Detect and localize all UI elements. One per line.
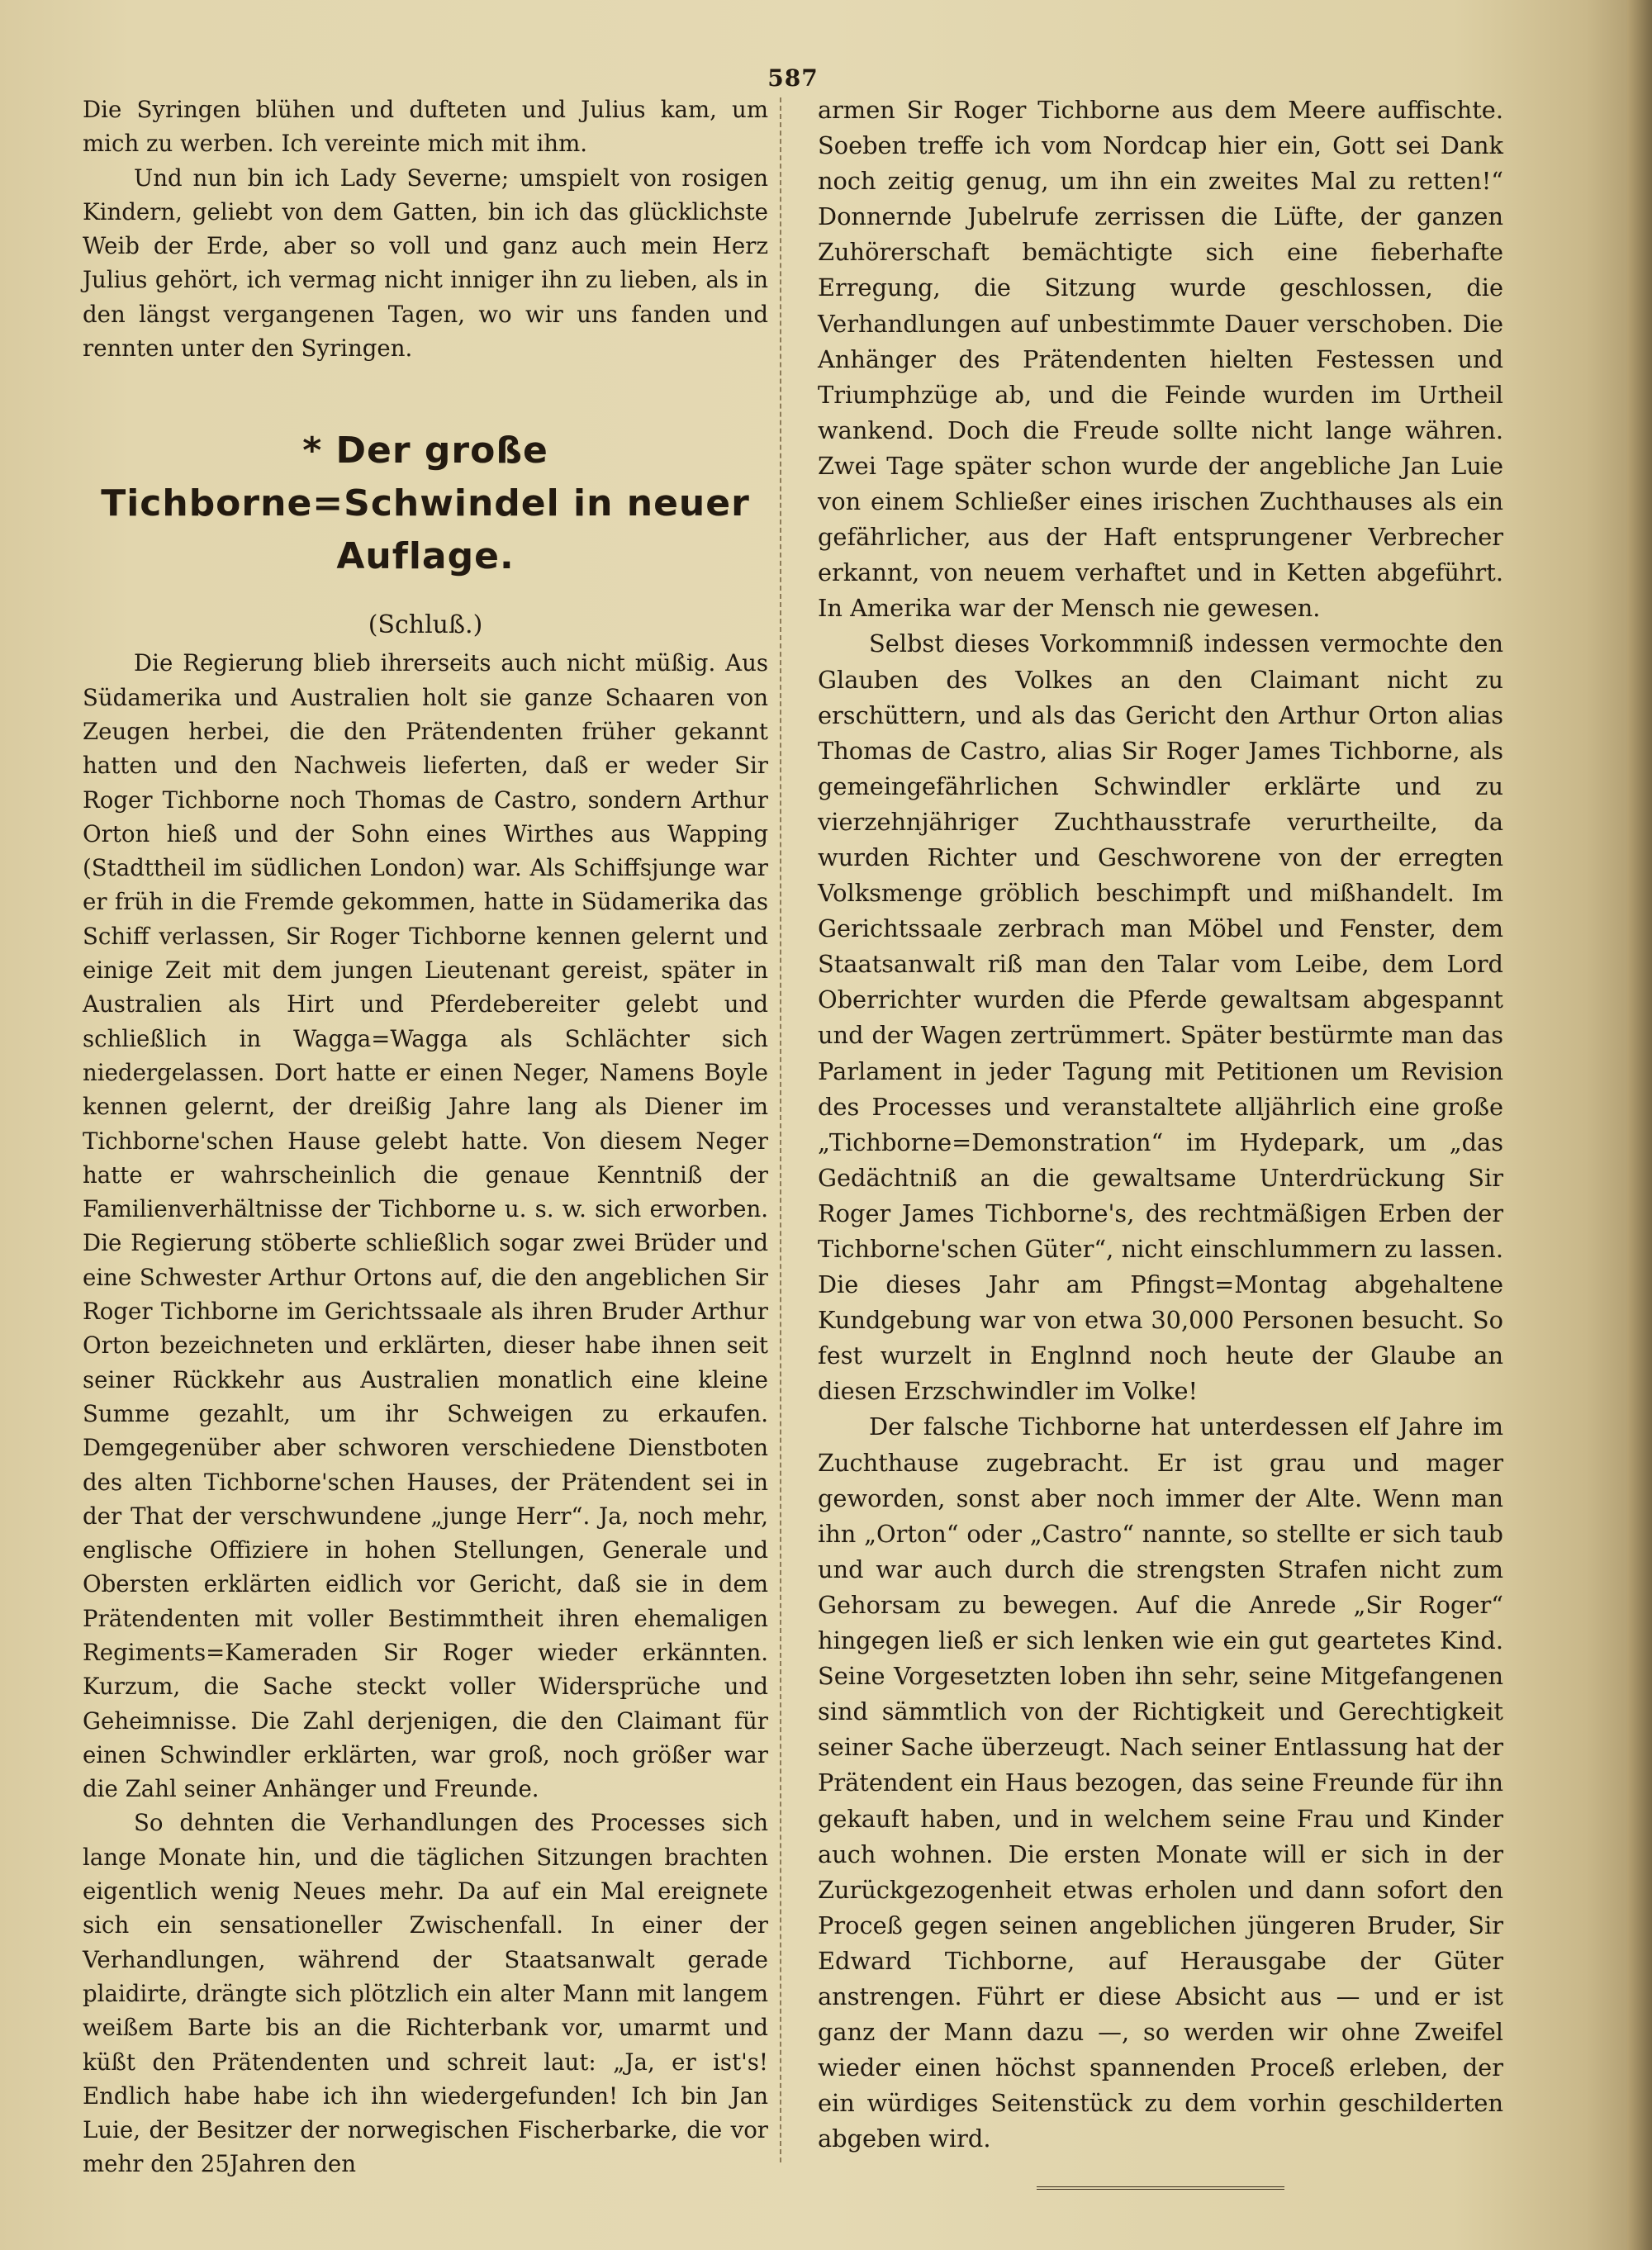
intro-paragraph-2: Und nun bin ich Lady Severne; umspielt von rosigen Kindern, geliebt von dem Gatten, bin ich das glücklichste Weib der Erde, aber so voll und ganz auch mein Herz Julius gehört, ich vermag nicht inniger ihn zu lieben, als in den längst vergangenen Tagen, wo wir uns fanden und rennten unter den Syringen. <box>83 164 768 363</box>
article-heading: * Der große Tichborne=Schwindel in neuer Auflage. <box>101 430 750 578</box>
right-column <box>818 93 1503 2190</box>
column-divider <box>780 97 781 2162</box>
right-paragraph-3: Der falsche Tichborne hat unterdessen elf Jahre im Zuchthause zugebracht. Er ist grau und mager geworden, sonst aber noch immer der Alte. Wenn man ihn „Orton“ oder „Castro“ nannte, so stellte er sich taub und war auch durch die strengsten Strafen nicht zum Gehorsam zu bewegen. Auf die Anrede „Sir Roger“ hingegen ließ er sich lenken wie ein gut geartetes Kind. Seine Vorgesetzten loben ihn sehr, seine Mitgefangenen sind sämmtlich von der Richtigkeit und Gerechtigkeit seiner Sache überzeugt. Nach seiner Entlassung hat der Prätendent ein Haus bezogen, das seine Freunde für ihn gekauft haben, und in welchem seine Frau und Kinder auch wohnen. Die ersten Monate will er sich in der Zurückgezogenheit etwas erholen und dann sofort den Proceß gegen seinen angeblichen jüngeren Bruder, Sir Edward Tichborne, auf Herausgabe der Güter anstrengen. Führt er diese Absicht aus — und er ist ganz der Mann dazu —, so werden wir ohne Zweifel wieder einen höchst spannenden Proceß erleben, der ein würdiges Seitenstück zu dem vorhin geschilderten abgeben wird. <box>818 1412 1503 2153</box>
page-number: 587 <box>767 64 819 92</box>
article-paragraph-1: Die Regierung blieb ihrerseits auch nicht müßig. Aus Südamerika und Australien holt sie ganze Schaaren von Zeugen herbei, die den Prätendenten früher gekannt hatten und den Nachweis lieferten, daß er weder Sir Roger Tichborne noch Thomas de Castro, sondern Arthur Orton hieß und der Sohn eines Wirthes aus Wapping (Stadttheil im südlichen London) war. Als Schiffsjunge war er früh in die Fremde gekommen, hatte in Südamerika das Schiff verlassen, Sir Roger Tichborne kennen gelernt und einige Zeit mit dem jungen Lieutenant gereist, später in Australien als Hirt und Pferdebereiter gelebt und schließlich in Wagga=Wagga als Schlächter sich niedergelassen. Dort hatte er einen Neger, Namens Boyle kennen gelernt, der dreißig Jahre lang als Diener im Tichborne'schen Hause gelebt hatte. Von diesem Neger hatte er wahrscheinlich die genaue Kenntniß der Familienverhältnisse der Tichborne u. s. w. sich erworben. Die Regierung stöberte schließlich sogar zwei Brüder und eine Schwester Arthur Ortons auf, die den angeblichen Sir Roger Tichborne im Gerichtssaale als ihren Bruder Arthur Orton bezeichneten und erklärten, dieser habe ihnen seit seiner Rückkehr aus Australien monatlich eine kleine Summe gezahlt, um ihr Schweigen zu erkaufen. Demgegenüber aber schworen verschiedene Dienstboten des alten Tichborne'schen Hauses, der Prätendent sei in der That der verschwundene „junge Herr“. Ja, noch mehr, englische Offiziere in hohen Stellungen, Generale und Obersten erklärten eidlich vor Gericht, daß sie in dem Prätendenten mit voller Bestimmtheit ihren ehemaligen Regiments=Kameraden Sir Roger wieder erkännten. Kurzum, die Sache steckt voller Widersprüche und Geheimnisse. Die Zahl derjenigen, die den Claimant für einen Schwindler erklärten, war groß, noch größer war die Zahl seiner Anhänger und Freunde. <box>83 649 768 1803</box>
book-spine <box>1627 0 1652 2250</box>
left-column <box>83 93 768 2181</box>
article-paragraph-2: So dehnten die Verhandlungen des Processes sich lange Monate hin, und die täglichen Sitzungen brachten eigentlich wenig Neues mehr. Da auf ein Mal ereignete sich ein sensationeller Zwischenfall. In einer der Verhandlungen, während der Staatsanwalt gerade plaidirte, drängte sich plötzlich ein alter Mann mit langem weißem Barte bis an die Richterbank vor, umarmt und küßt den Prätendenten und schreit laut: „Ja, er ist's! Endlich habe habe ich ihn wiedergefunden! Ich bin Jan Luie, der Besitzer der norwegischen Fischerbarke, die vor mehr den 25Jahren den <box>83 1809 768 2178</box>
article-subheading: (Schluß.) <box>368 610 483 640</box>
right-paragraph-1: armen Sir Roger Tichborne aus dem Meere auffischte. Soeben treffe ich vom Nordcap hier ein, Gott sei Dank noch zeitig genug, um ihn ein zweites Mal zu retten!“ Donnernde Jubelrufe zerrissen die Lüfte, der ganzen Zuhörerschaft bemächtigte sich eine fieberhafte Erregung, die Sitzung wurde geschlossen, die Verhandlungen auf unbestimmte Dauer verschoben. Die Anhänger des Prätendenten hielten Festessen und Triumphzüge ab, und die Feinde wurden im Urtheil wankend. Doch die Freude sollte nicht lange währen. Zwei Tage später schon wurde der angebliche Jan Luie von einem Schließer eines irischen Zuchthauses als ein gefährlicher, aus der Haft entsprungener Verbrecher erkannt, von neuem verhaftet und in Ketten abgeführt. In Amerika war der Mensch nie gewesen. <box>818 96 1503 623</box>
article-end-rule <box>1037 2186 1284 2190</box>
right-paragraph-2: Selbst dieses Vorkommniß indessen vermochte den Glauben des Volkes an den Claimant nicht zu erschüttern, und als das Gericht den Arthur Orton alias Thomas de Castro, alias Sir Roger James Tichborne, als gemeingefährlichen Schwindler erklärte und zu vierzehnjähriger Zuchthausstrafe verurtheilte, da wurden Richter und Geschworene von der erregten Volksmenge gröblich beschimpft und mißhandelt. Im Gerichtssaale zerbrach man Möbel und Fenster, dem Staatsanwalt riß man den Talar vom Leibe, dem Lord Oberrichter wurden die Pferde gewaltsam abgespannt und der Wagen zertrümmert. Später bestürmte man das Parlament in jeder Tagung mit Petitionen um Revision des Processes und veranstaltete alljährlich eine große „Tichborne=Demonstration“ im Hydepark, um „das Gedächtniß an die gewaltsame Unterdrückung Sir Roger James Tichborne's, des rechtmäßigen Erben der Tichborne'schen Güter“, nicht einschlummern zu lassen. Die dieses Jahr am Pfingst=Montag abgehaltene Kundgebung war von etwa 30,000 Personen besucht. So fest wurzelt in Englnnd noch heute der Glaube an diesen Erzschwindler im Volke! <box>818 629 1503 1406</box>
intro-paragraph-1: Die Syringen blühen und dufteten und Julius kam, um mich zu werben. Ich vereinte mich mit ihm. <box>83 96 768 158</box>
